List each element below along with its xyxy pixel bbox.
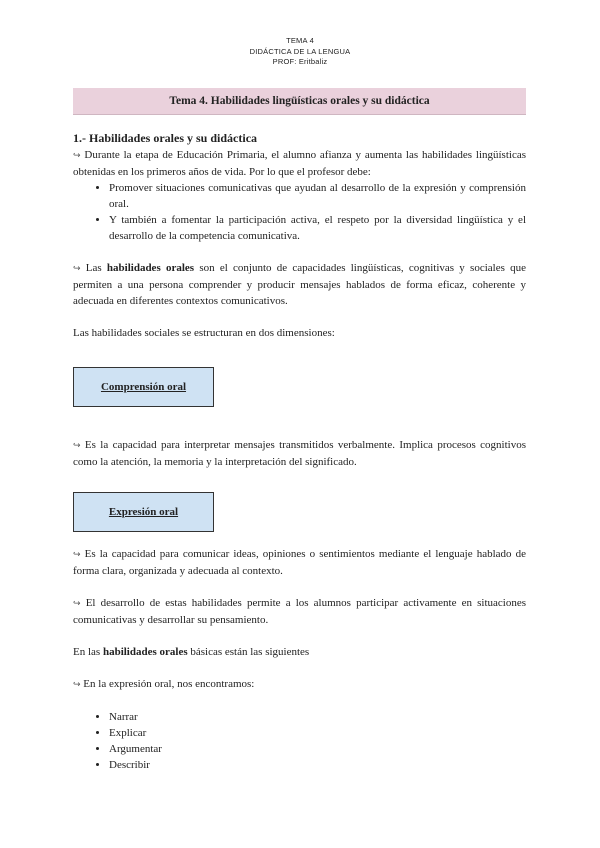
expresion-oral-label: Expresión oral: [108, 506, 179, 518]
bold-term: habilidades orales: [106, 262, 195, 274]
page-title-text: Tema 4. Habilidades lingüísticas orales y su didáctica: [169, 95, 430, 107]
comprension-oral-label: Comprensión oral: [100, 381, 187, 393]
comprension-oral-box: [73, 367, 214, 407]
arrow-icon: ↪: [73, 441, 81, 451]
dimensions-intro: Las habilidades sociales se estructuran en dos dimensiones:: [73, 327, 335, 339]
basic-skills-paragraph: En las habilidades orales básicas están las siguientes: [73, 646, 310, 658]
expresion-oral-box: [73, 492, 214, 532]
bold-term: habilidades orales: [102, 646, 188, 658]
list-item: • Describir: [109, 757, 526, 773]
arrow-icon: ↪: [73, 599, 81, 609]
expresion-list-intro: ↪ En la expresión oral, nos encontramos:: [73, 678, 255, 690]
list-item: • Y también a fomentar la participación activa, el respeto por la diversidad lingüística y el desarrollo de la competencia comunicativa.: [109, 212, 526, 244]
comprension-paragraph: ↪ Es la capacidad para interpretar mensajes transmitidos verbalmente. Implica procesos cognitivos como la atención, la memoria y la interpretación del significado.: [73, 439, 527, 468]
teacher-duties-list: [73, 180, 526, 244]
document-body: [73, 130, 526, 773]
list-item: • Argumentar: [109, 741, 526, 757]
header-subject: DIDÁCTICA DE LA LENGUA: [249, 46, 351, 56]
arrow-icon: ↪: [73, 264, 81, 274]
page-title: [73, 88, 526, 115]
definition-paragraph: ↪ Las habilidades orales son el conjunto de capacidades lingüísticas, cognitivas y sociales que permiten a una persona comprender y producir mensajes hablados de forma eficaz, coherente y adecuada en diferentes contextos comunicativos.: [73, 262, 526, 307]
list-item: • Explicar: [109, 725, 526, 741]
header-topic: TEMA 4: [286, 36, 314, 45]
list-item: • Narrar: [109, 709, 526, 725]
intro-paragraph: ↪ Durante la etapa de Educación Primaria, el alumno afianza y aumenta las habilidades lingüísticas obtenidas en los primeros años de vida. Por lo que el profesor debe:: [73, 149, 526, 178]
development-paragraph: ↪ El desarrollo de estas habilidades permite a los alumnos participar activamente en situaciones comunicativas y desarrollar su pensamiento.: [73, 597, 527, 626]
document-header: [0, 36, 600, 68]
header-professor: PROF: Eritbaliz: [272, 57, 328, 66]
expresion-paragraph: ↪ Es la capacidad para comunicar ideas, opiniones o sentimientos mediante el lenguaje hablado de forma clara, organizada y adecuada al contexto.: [73, 548, 526, 577]
section-heading: 1.- Habilidades orales y su didáctica: [73, 131, 258, 145]
list-item: • Promover situaciones comunicativas que ayudan al desarrollo de la expresión y comprensión oral.: [109, 180, 526, 212]
arrow-icon: ↪: [73, 151, 81, 161]
arrow-icon: ↪: [73, 550, 81, 560]
expresion-skills-list: [73, 709, 526, 773]
arrow-icon: ↪: [73, 680, 81, 690]
